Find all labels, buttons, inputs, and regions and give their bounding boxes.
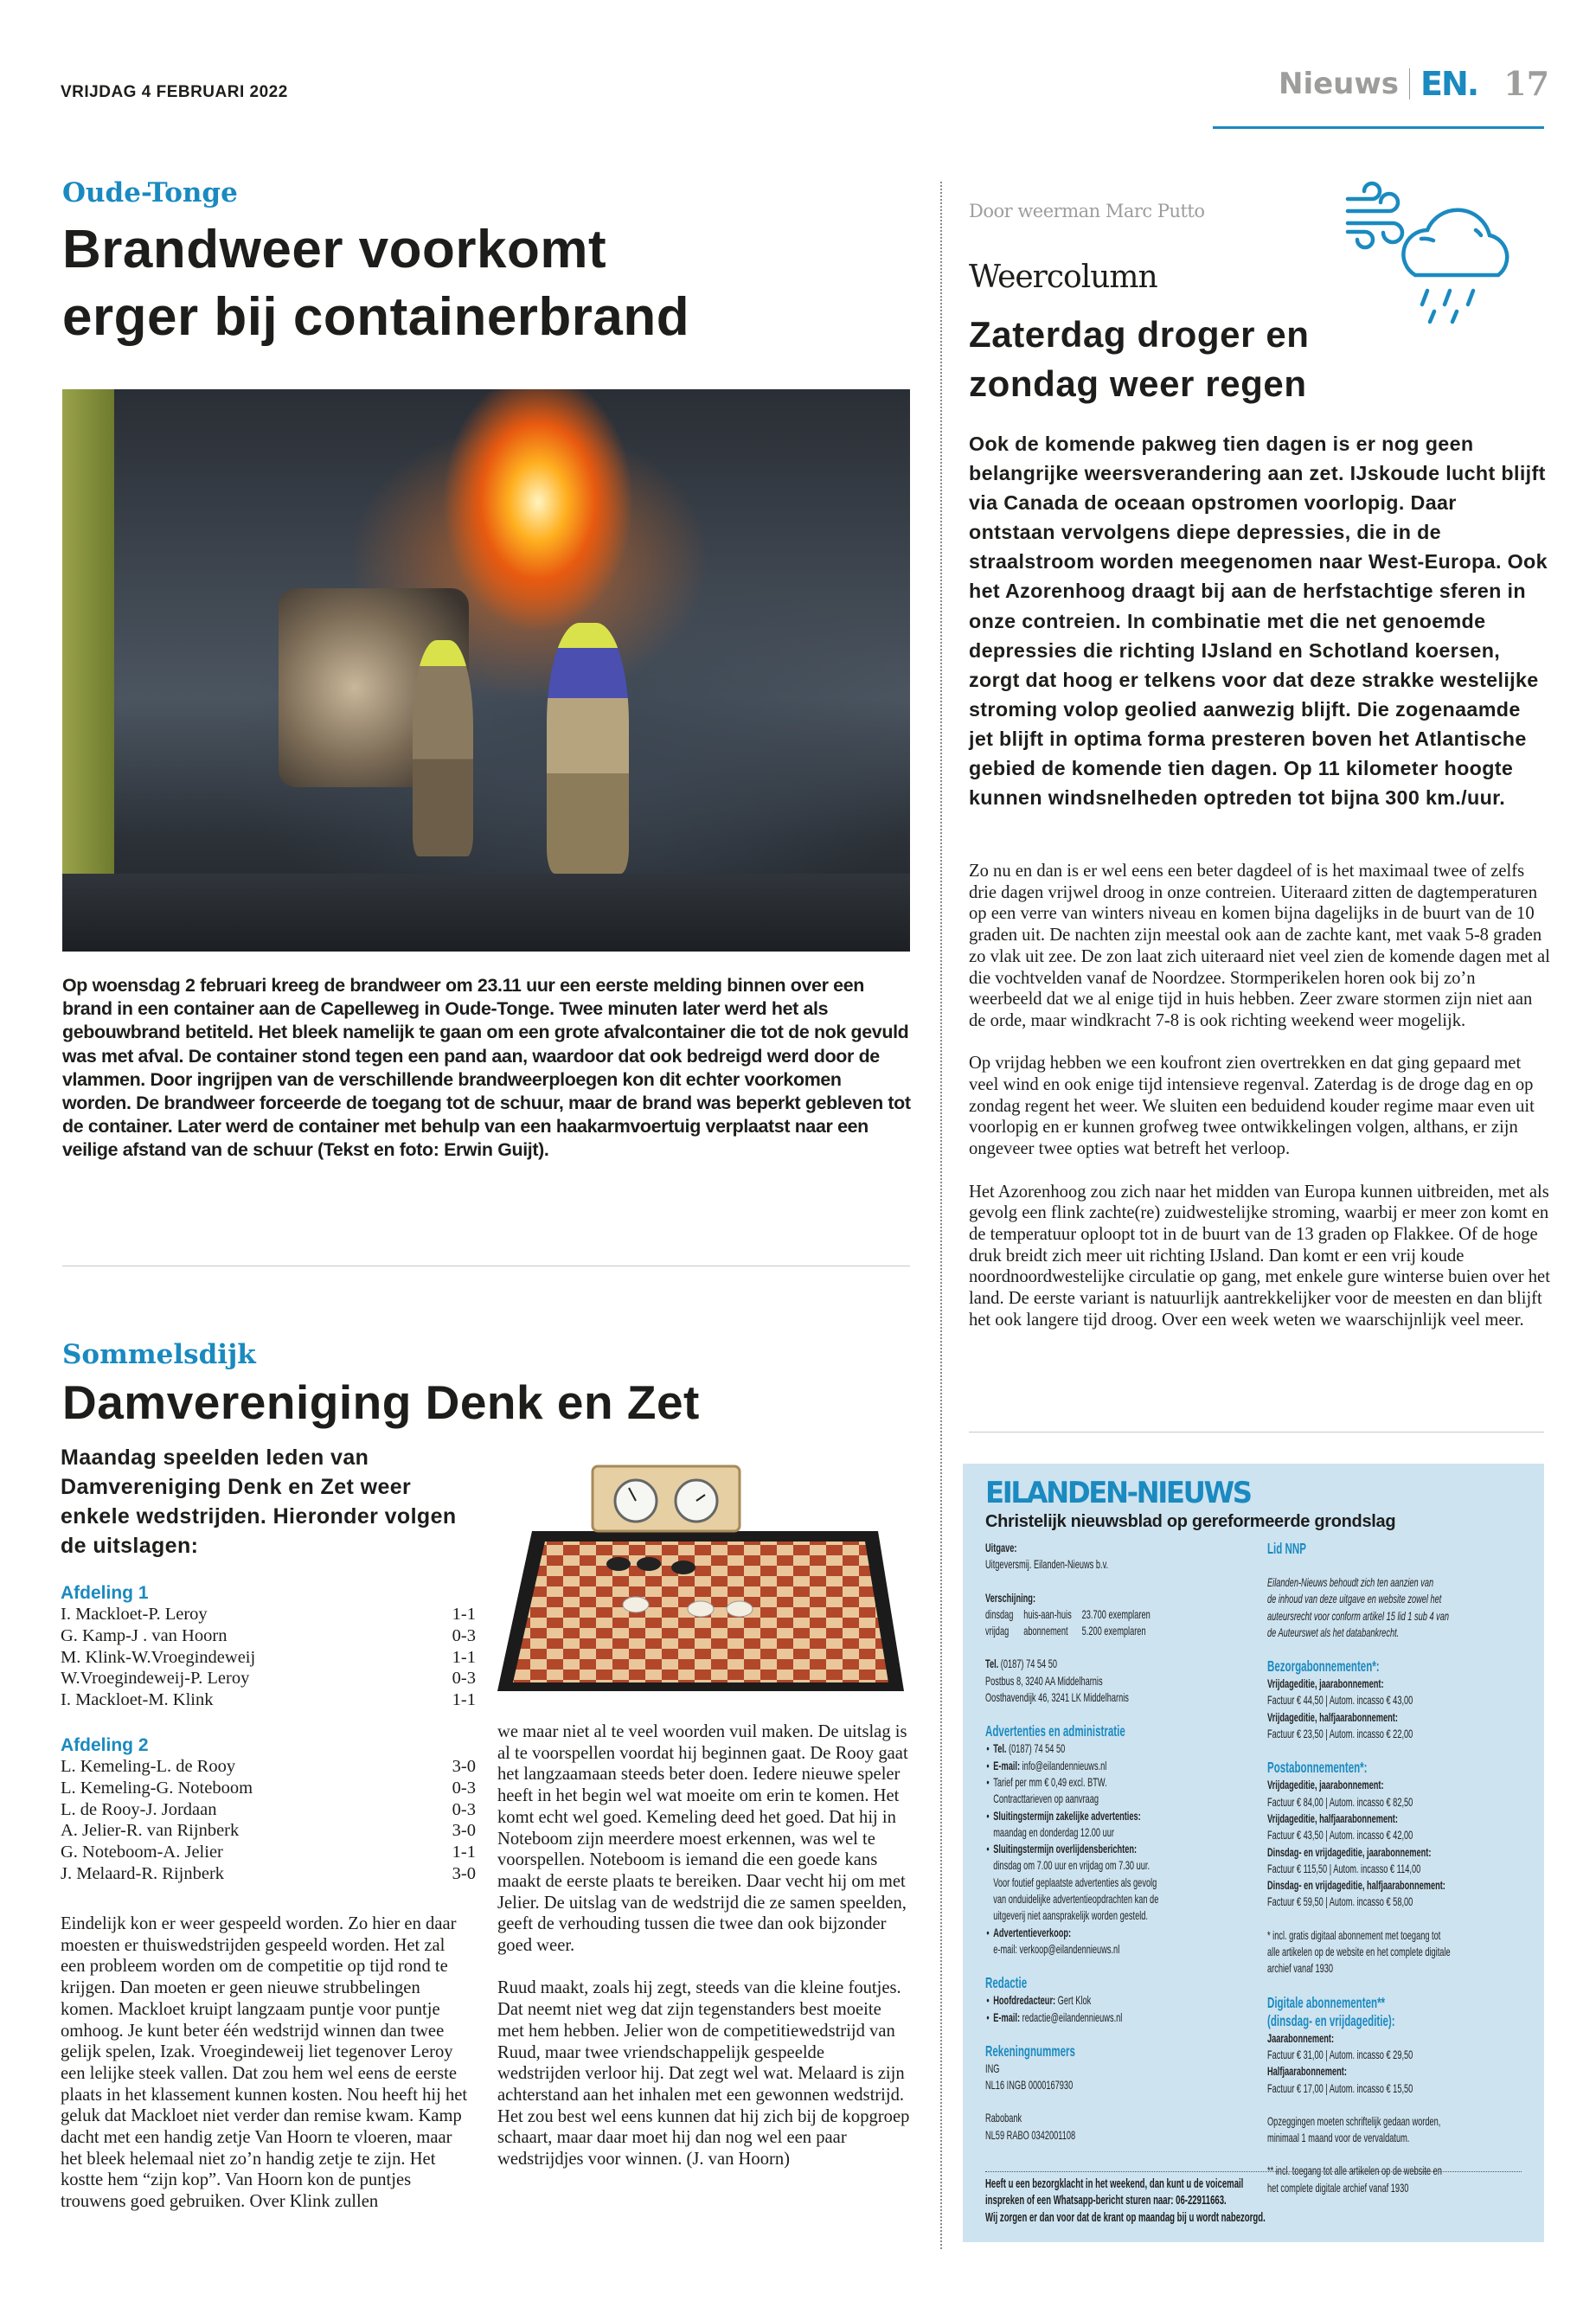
- paragraph: Ruud maakt, zoals hij zegt, steeds van die kleine foutjes. Dat neemt niet weg dat zijn tegenstanders best moeite met hem hebben. Jelier won de competitiewedstrijd van Ruud, maar twee vriendschappelijk gespeelde wedstrijden verloor hij. Dat zegt wel wat. Melaard is zijn achterstand aan het inhalen met een gewonnen wedstrijd. Het zou best wel eens kunnen dat hij zich bij de kopgroep schaart, maar daar moet hij dan nog wel een paar wedstrijdjes voor winnen. (J. van Hoorn): [497, 1978, 910, 2170]
- edition-cell: 5.200 exemplaren: [1081, 1624, 1146, 1638]
- info-text: Factuur € 23,50 | Autom. incasso € 22,00: [1267, 1727, 1413, 1741]
- info-label: Tel.: [993, 1741, 1007, 1756]
- paragraph: Zo nu en dan is er wel eens een beter dagdeel of is het maximaal twee of zelfs drie dagen vrijwel droog in onze contreien. Uiteraard zitten de dagtemperaturen op een verre van winters niveau en komen bijna dagelijks in de buurt van de 10 graden uit. De nachten zijn meestal ook aan de zachte kant, met vaak 5-8 graden zo vlak uit zee. De zon laat zich uiteraard niet veel zien de komende dagen met al die vochtvelden vanaf de Noordzee. Stormperikelen horen ook bij zo’n weerbeeld dat we al enige tijd in huis hebben. Zeer zware stormen zijn niet aan de orde, maar windkracht 7-8 is ook richting weekend weer mogelijk.: [969, 862, 1550, 1030]
- info-line: [1267, 1844, 1535, 1861]
- fire-headline: [62, 216, 689, 351]
- info-line: [985, 2077, 1202, 2093]
- colophon-left-column: [985, 1540, 1202, 2160]
- info-line: [1267, 1625, 1535, 1641]
- result-row: [61, 1668, 476, 1689]
- eilanden-nieuws-logo: EILANDEN-NIEUWS: [985, 1476, 1251, 1510]
- info-section: [985, 2042, 1202, 2094]
- info-line: [985, 1556, 1202, 1573]
- weather-divider: [969, 1432, 1544, 1433]
- info-bullet: [985, 1774, 1202, 1808]
- info-label: Sluitingstermijn overlijdensberichten:: [993, 1842, 1138, 1856]
- draughts-board-photo: [497, 1462, 904, 1695]
- info-text: Rabobank: [985, 2111, 1022, 2125]
- info-text: Factuur € 44,50 | Autom. incasso € 43,00: [1267, 1693, 1413, 1708]
- info-line: [1267, 2047, 1535, 2063]
- info-text: redactie@eilandennieuws.nl: [1020, 2009, 1123, 2024]
- header-rule: [1213, 126, 1544, 129]
- info-line: [1267, 2030, 1535, 2047]
- weather-headline-line: Zaterdag droger en: [969, 314, 1310, 355]
- info-text: het complete digitale archief vanaf 1930: [1267, 2180, 1409, 2195]
- result-row: [61, 1689, 476, 1711]
- weather-body: [969, 861, 1550, 1330]
- info-subline: maandag en donderdag 12.00 uur: [993, 1824, 1114, 1839]
- section-heading: Uitgave:: [985, 1541, 1017, 1554]
- info-section: [1267, 1657, 1535, 1742]
- page-header: [1279, 64, 1549, 103]
- info-section: [985, 1974, 1202, 2026]
- edition-cell: abonnement: [1023, 1624, 1068, 1638]
- match-score: 3-0: [452, 1863, 476, 1883]
- match-name: L. Kemeling-L. de Rooy: [61, 1756, 236, 1776]
- notice-line: Wij zorgen er dan voor dat de krant op maandag bij u wordt nabezorgd.: [985, 2210, 1266, 2225]
- notice-line: Heeft u een bezorgklacht in het weekend, dan kunt u de voicemail: [985, 2177, 1244, 2191]
- info-text: Tarief per mm € 0,49 excl. BTW.: [993, 1774, 1107, 1789]
- info-section: [1267, 1994, 1535, 2097]
- info-line: [1267, 1894, 1535, 1910]
- info-bullet: [985, 1740, 1202, 1757]
- colophon-complaint-notice: [985, 2176, 1528, 2227]
- match-score: 0-3: [452, 1669, 476, 1689]
- info-line: [1267, 1709, 1535, 1726]
- info-text: Postbus 8, 3240 AA Middelharnis: [985, 1673, 1103, 1688]
- info-text: Gert Klok: [1055, 1993, 1092, 2008]
- match-name: L. Kemeling-G. Noteboom: [61, 1778, 253, 1798]
- photo-wall: [62, 389, 114, 952]
- result-row: [61, 1604, 476, 1625]
- result-row: [61, 1756, 476, 1778]
- page-number: 17: [1503, 64, 1550, 103]
- info-bullet: [985, 1992, 1202, 2009]
- info-label: Vrijdageditie, halfjaarabonnement:: [1267, 1811, 1398, 1825]
- section-heading: (dinsdag- en vrijdageditie):: [1267, 2011, 1395, 2029]
- edition-row: [985, 1606, 1161, 1623]
- info-label: Jaarabonnement:: [1267, 2030, 1335, 2045]
- info-bullet: [985, 1925, 1202, 1958]
- info-label: E-mail:: [993, 2009, 1021, 2024]
- info-line: [985, 2061, 1202, 2077]
- info-line: [1267, 1591, 1535, 1607]
- colophon-box: [963, 1464, 1544, 2242]
- info-section: [985, 1590, 1202, 1640]
- section-heading: Verschijning:: [985, 1590, 1036, 1605]
- notice-line: inspreken of een Whatsapp-bericht sturen naar: 06-22911663.: [985, 2194, 1227, 2208]
- firefighter-right: [547, 623, 629, 874]
- info-line: [1267, 1777, 1535, 1793]
- info-label: Dinsdag- en vrijdageditie, halfjaarabonnement:: [1267, 1878, 1445, 1893]
- weather-column-label: Weercolumn: [969, 260, 1157, 295]
- info-line: [1267, 2063, 1535, 2080]
- info-section: [1267, 1759, 1535, 1910]
- info-section: [1267, 2113, 1535, 2147]
- info-line: [985, 1673, 1202, 1689]
- info-text: Opzeggingen moeten schriftelijk gedaan worden,: [1267, 2113, 1441, 2128]
- info-text: Factuur € 59,50 | Autom. incasso € 58,00: [1267, 1894, 1413, 1909]
- info-line: [1267, 2113, 1535, 2130]
- info-subline: Contracttarieven op aanvraag: [993, 1791, 1099, 1806]
- paragraph: we maar niet al te veel woorden vuil maken. De uitslag is al te voorspellen voordat hij beginnen gaat. De Rooy gaat het langzaamaan steeds beter doen. Iedere nieuwe speler heeft in het begin wel wat moeite om erin te komen. Het komt echt wel goed. Kemeling deed het goed. Dat hij in Noteboom zijn meerdere moest erkennen, was wel te voorspellen. Noteboom is iemand die een goede kans maakt de eerste plaats te bereiken. Daar vecht hij om met Jelier. De uitslag van de wedstrijd die ze samen speelden, geeft de verhouding tussen die twee dan ook bijzonder goed weer.: [497, 1722, 908, 1956]
- info-line: [1267, 1827, 1535, 1843]
- match-name: A. Jelier-R. van Rijnberk: [61, 1821, 240, 1841]
- info-section: [985, 1656, 1202, 1706]
- header-divider: [1409, 68, 1410, 99]
- match-name: J. Melaard-R. Rijnberk: [61, 1863, 225, 1883]
- division-heading: Afdeling 2: [61, 1734, 149, 1755]
- match-score: 1-1: [452, 1647, 476, 1667]
- edition-cell: dinsdag: [985, 1606, 1014, 1621]
- info-section: [985, 1722, 1202, 1958]
- info-line: [1267, 1811, 1535, 1827]
- section-heading: Rekeningnummers: [985, 2041, 1075, 2060]
- wind-and-rain-cloud-icon: [1339, 180, 1529, 340]
- colophon-dotted-rule: [985, 2171, 1522, 2172]
- info-text: * incl. gratis digitaal abonnement met toegang tot: [1267, 1927, 1441, 1942]
- info-line: [1267, 1794, 1535, 1811]
- match-score: 0-3: [452, 1778, 476, 1798]
- match-name: I. Mackloet-P. Leroy: [61, 1605, 208, 1624]
- info-label: Tel.: [985, 1657, 999, 1671]
- section-heading: Lid NNP: [1267, 1540, 1306, 1557]
- edition-cell: 23.700 exemplaren: [1081, 1606, 1151, 1621]
- paragraph: Het Azorenhoog zou zich naar het midden van Europa kunnen uitbreiden, met als gevolg een flink zachte(re) zuidwestelijke stroming, waarbij er meer zon komt en de temperatuur oploopt tot in de buurt van de 13 graden op Flakkee. Of de hoge druk breidt zich meer uit richting IJsland. Dan komt er een vrij koude noordnoordwestelijke circulatie op gang, met enkele gure winterse buien over het land. De eerste variant is natuurlijk aantrekkelijker voor de meesten en dan blijft het ook langere tijd droog. Over een week weten we waarschijnlijk veel meer.: [969, 1182, 1550, 1330]
- info-line: [985, 2110, 1202, 2126]
- edition-table: [985, 1606, 1161, 1640]
- info-label: Vrijdageditie, halfjaarabonnement:: [1267, 1709, 1398, 1724]
- info-line: [1267, 1960, 1535, 1977]
- info-line: [985, 2127, 1202, 2144]
- info-subline: uitgeverij niet aansprakelijk worden gesteld.: [993, 1908, 1148, 1923]
- match-name: L. de Rooy-J. Jordaan: [61, 1799, 217, 1819]
- info-text: Factuur € 84,00 | Autom. incasso € 82,50: [1267, 1794, 1413, 1809]
- rain-drops: [1422, 291, 1473, 322]
- edition-row: [985, 1623, 1161, 1639]
- info-label: Dinsdag- en vrijdageditie, jaarabonnement:: [1267, 1844, 1432, 1859]
- colophon-tagline: Christelijk nieuwsblad op gereformeerde grondslag: [985, 1512, 1396, 1531]
- info-text: ING: [985, 2061, 1000, 2075]
- black-piece: [637, 1557, 661, 1571]
- info-text: Eilanden-Nieuws behoudt zich ten aanzien van: [1267, 1575, 1434, 1589]
- info-label: Vrijdageditie, jaarabonnement:: [1267, 1778, 1384, 1792]
- fire-kicker: Oude-Tonge: [62, 177, 238, 208]
- info-text: de inhoud van deze uitgave en website zowel het: [1267, 1592, 1442, 1606]
- info-section: [985, 2110, 1202, 2144]
- weather-byline: Door weerman Marc Putto: [969, 201, 1205, 221]
- paragraph: Op vrijdag hebben we een koufront zien overtrekken en dat ging gepaard met veel wind en ook enige tijd intensieve regenval. Zaterdag is de droge dag en op zondag regent het weer. We sluiten een beduidend kouder regime maar even uit voorlopig en er kunnen grofweg twee ontwikkelingen volgen, althans, er zijn ongeveer twee opties wat betreft het verloop.: [969, 1054, 1535, 1159]
- dam-headline: Damvereniging Denk en Zet: [62, 1375, 700, 1429]
- info-line: [1267, 1726, 1535, 1742]
- section-heading: Advertenties en administratie: [985, 1722, 1125, 1740]
- match-name: W.Vroegindeweij-P. Leroy: [61, 1669, 250, 1689]
- info-label: Hoofdredacteur:: [993, 1993, 1056, 2008]
- spacer: [61, 1711, 476, 1734]
- info-text: Oosthavendijk 46, 3241 LK Middelharnis: [985, 1690, 1129, 1705]
- info-label: Halfjaarabonnement:: [1267, 2064, 1347, 2079]
- info-text: minimaal 1 maand voor de vervaldatum.: [1267, 2131, 1410, 2145]
- info-text: Factuur € 31,00 | Autom. incasso € 29,50: [1267, 2047, 1413, 2061]
- paragraph: Eindelijk kon er weer gespeeld worden. Zo hier en daar moesten er thuiswedstrijden gespeeld worden. Het zal een probleem worden om de competitie op tijd rond te krijgen. Dan moeten er geen nieuwe strubbelingen komen. Mackloet kruipt langzaam puntje voor puntje omhoog. Je kunt beter één wedstrijd winnen dan twee gelijk spelen, Izak. Vroegindeweij liet tegenover Leroy een lelijke steek vallen. Dat zou hem wel eens de eerste plaats in het klassement kunnen kosten. Nou heeft hij het geluk dat Mackloet niet verder dan remise kwam. Kamp dacht met een handig zetje Van Hoorn te vloeren, maar het bleek helemaal niet zo’n handig zetje te zijn. Het kostte hem “zijn kop”. Van Hoorn kon de puntjes trouwens goed gebruiken. Over Klink zullen: [61, 1914, 468, 2212]
- edition-cell: vrijdag: [985, 1624, 1010, 1638]
- info-bullet: [985, 2009, 1202, 2026]
- info-section: [1267, 1927, 1535, 1977]
- match-score: 3-0: [452, 1756, 476, 1776]
- dam-body-col1: [61, 1913, 474, 2213]
- black-piece: [606, 1557, 631, 1571]
- colophon-right-column: [1267, 1540, 1535, 2213]
- match-score: 1-1: [452, 1843, 476, 1862]
- info-bullet: [985, 1808, 1202, 1842]
- info-text: alle artikelen op de website en het complete digitale: [1267, 1945, 1451, 1959]
- info-section: [1267, 1540, 1535, 1558]
- info-text: de Auteurswet als het databankrecht.: [1267, 1625, 1400, 1639]
- info-subline: dinsdag om 7.00 uur en vrijdag om 7.30 uur.: [993, 1858, 1151, 1873]
- info-subline: Voor foutief geplaatste advertenties als gevolg: [993, 1875, 1157, 1889]
- result-row: [61, 1863, 476, 1885]
- info-line: [985, 1656, 1202, 1672]
- info-text: Factuur € 17,00 | Autom. incasso € 15,50: [1267, 2080, 1413, 2095]
- info-section: [985, 1540, 1202, 1574]
- info-line: [1267, 1692, 1535, 1708]
- column-divider: [940, 182, 942, 2249]
- section-heading: Postabonnementen*:: [1267, 1759, 1368, 1777]
- info-text: (0187) 74 54 50: [1006, 1741, 1066, 1756]
- fire-photo: [62, 389, 910, 952]
- match-score: 0-3: [452, 1625, 476, 1645]
- info-text: NL59 RABO 0342001108: [985, 2127, 1076, 2142]
- edition-cell: huis-aan-huis: [1023, 1606, 1072, 1621]
- info-text: Factuur € 43,50 | Autom. incasso € 42,00: [1267, 1828, 1413, 1843]
- info-text: (0187) 74 54 50: [998, 1657, 1058, 1671]
- info-section: [1267, 1574, 1535, 1641]
- info-line: [1267, 1676, 1535, 1692]
- info-text: archief vanaf 1930: [1267, 1961, 1334, 1976]
- info-label: Vrijdageditie, jaarabonnement:: [1267, 1676, 1384, 1691]
- info-label: Advertentieverkoop:: [993, 1925, 1072, 1939]
- match-score: 1-1: [452, 1605, 476, 1624]
- fire-headline-line: erger bij containerbrand: [62, 287, 690, 347]
- black-piece: [671, 1561, 695, 1574]
- en-logo: EN.: [1420, 64, 1478, 103]
- info-label: Sluitingstermijn zakelijke advertenties:: [993, 1808, 1141, 1823]
- match-name: M. Klink-W.Vroegindeweij: [61, 1647, 256, 1667]
- photo-ground: [62, 874, 910, 952]
- cloud-icon: [1403, 210, 1507, 275]
- section-name: Nieuws: [1279, 66, 1400, 101]
- match-name: I. Mackloet-M. Klink: [61, 1690, 214, 1710]
- dam-body-col2: [497, 1721, 911, 2170]
- info-label: E-mail:: [993, 1758, 1021, 1772]
- info-line: [1267, 2080, 1535, 2097]
- match-name: G. Kamp-J . van Hoorn: [61, 1625, 228, 1645]
- dam-kicker: Sommelsdijk: [62, 1339, 256, 1370]
- fire-headline-line: Brandweer voorkomt: [62, 220, 607, 279]
- firefighter-left: [413, 640, 473, 856]
- match-score: 0-3: [452, 1799, 476, 1819]
- section-heading: Bezorgabonnementen*:: [1267, 1657, 1380, 1676]
- weather-lead: Ook de komende pakweg tien dagen is er nog geen belangrijke weersverandering aan zet. IJskoude lucht blijft via Canada de oceaan opstromen voorlopig. Daar ontstaan vervolgens diepe depressies, die in de straalstroom worden meegenomen naar West-Europa. Ook het Azorenhoog draagt bij aan de herfstachtige sferen in onze contreien. In combinatie met die net genoemde depressies die richting IJsland en Schotland koersen, zorgt dat hoog er telkens voor dat deze strakke westelijke stroming volop geolied aanwezig blijft. Die zogenaamde jet blijft in optima forma presteren boven het Atlantische gebied de komende tien dagen. Op 11 kilometer hoogte kunnen windsnelheden optreden tot bijna 300 km./uur.: [969, 433, 1548, 810]
- info-line: [1267, 1574, 1535, 1591]
- result-row: [61, 1778, 476, 1799]
- result-row: [61, 1647, 476, 1669]
- info-text: Factuur € 115,50 | Autom. incasso € 114,00: [1267, 1861, 1421, 1875]
- info-text: auteursrecht voor conform artikel 15 lid 1 sub 4 van: [1267, 1608, 1450, 1623]
- info-text: NL16 INGB 0000167930: [985, 2078, 1074, 2093]
- result-row: [61, 1799, 476, 1821]
- info-line: [1267, 1861, 1535, 1877]
- division-heading: Afdeling 1: [61, 1583, 149, 1603]
- fire-caption: Op woensdag 2 februari kreeg de brandweer om 23.11 uur een eerste melding binnen over een brand in een container aan de Capelleweg in Oude-Tonge. Twee minuten later werd het als gebouwbrand betiteld. Het bleek namelijk te gaan om een grote afvalcontainer die tot de nok gevuld was met afval. De container stond tegen een pand aan, waardoor dat ook bedreigd werd door de vlammen. Door ingrijpen van de verschillende brandweerploegen kon dit echter voorkomen worden. De brandweer forceerde de toegang tot de schuur, maar de brand was beperkt gebleven tot de container. Later werd de container met behulp van een haakarmvoertuig verplaatst naar een veilige afstand van de schuur (Tekst en foto: Erwin Guijt).: [62, 975, 911, 1161]
- results-list: [61, 1581, 476, 1885]
- issue-date: VRIJDAG 4 FEBRUARI 2022: [61, 83, 288, 101]
- info-line: [1267, 1944, 1535, 1960]
- result-row: [61, 1625, 476, 1647]
- info-line: [1267, 2130, 1535, 2146]
- info-subline: e-mail: verkoop@eilandennieuws.nl: [993, 1941, 1120, 1956]
- info-text: info@eilandennieuws.nl: [1020, 1758, 1107, 1772]
- wind-icon: [1348, 183, 1380, 199]
- info-line: [1267, 1608, 1535, 1625]
- weather-headline-line: zondag weer regen: [969, 363, 1307, 404]
- info-text: Uitgeversmij. Eilanden-Nieuws b.v.: [985, 1557, 1109, 1572]
- match-score: 1-1: [452, 1690, 476, 1710]
- info-subline: van onduidelijke advertentieopdrachten kan de: [993, 1892, 1159, 1907]
- match-score: 3-0: [452, 1821, 476, 1841]
- white-piece: [623, 1597, 649, 1612]
- result-row: [61, 1842, 476, 1863]
- info-line: [1267, 1927, 1535, 1944]
- info-line: [1267, 1877, 1535, 1894]
- section-heading: Redactie: [985, 1974, 1028, 1992]
- info-line: [985, 1689, 1202, 1706]
- white-piece: [727, 1601, 753, 1617]
- dam-lead: Maandag speelden leden van Damvereniging Denk en Zet weer enkele wedstrijden. Hieronder volgen de uitslagen:: [61, 1445, 457, 1558]
- result-row: [61, 1820, 476, 1842]
- weather-headline: [969, 310, 1310, 408]
- info-text: ** incl. toegang tot alle artikelen op de website en: [1267, 2163, 1442, 2178]
- info-bullet: [985, 1841, 1202, 1924]
- match-name: G. Noteboom-A. Jelier: [61, 1843, 223, 1862]
- white-piece: [688, 1601, 714, 1617]
- info-bullet: [985, 1758, 1202, 1774]
- section-heading: Digitale abonnementen**: [1267, 1993, 1386, 2011]
